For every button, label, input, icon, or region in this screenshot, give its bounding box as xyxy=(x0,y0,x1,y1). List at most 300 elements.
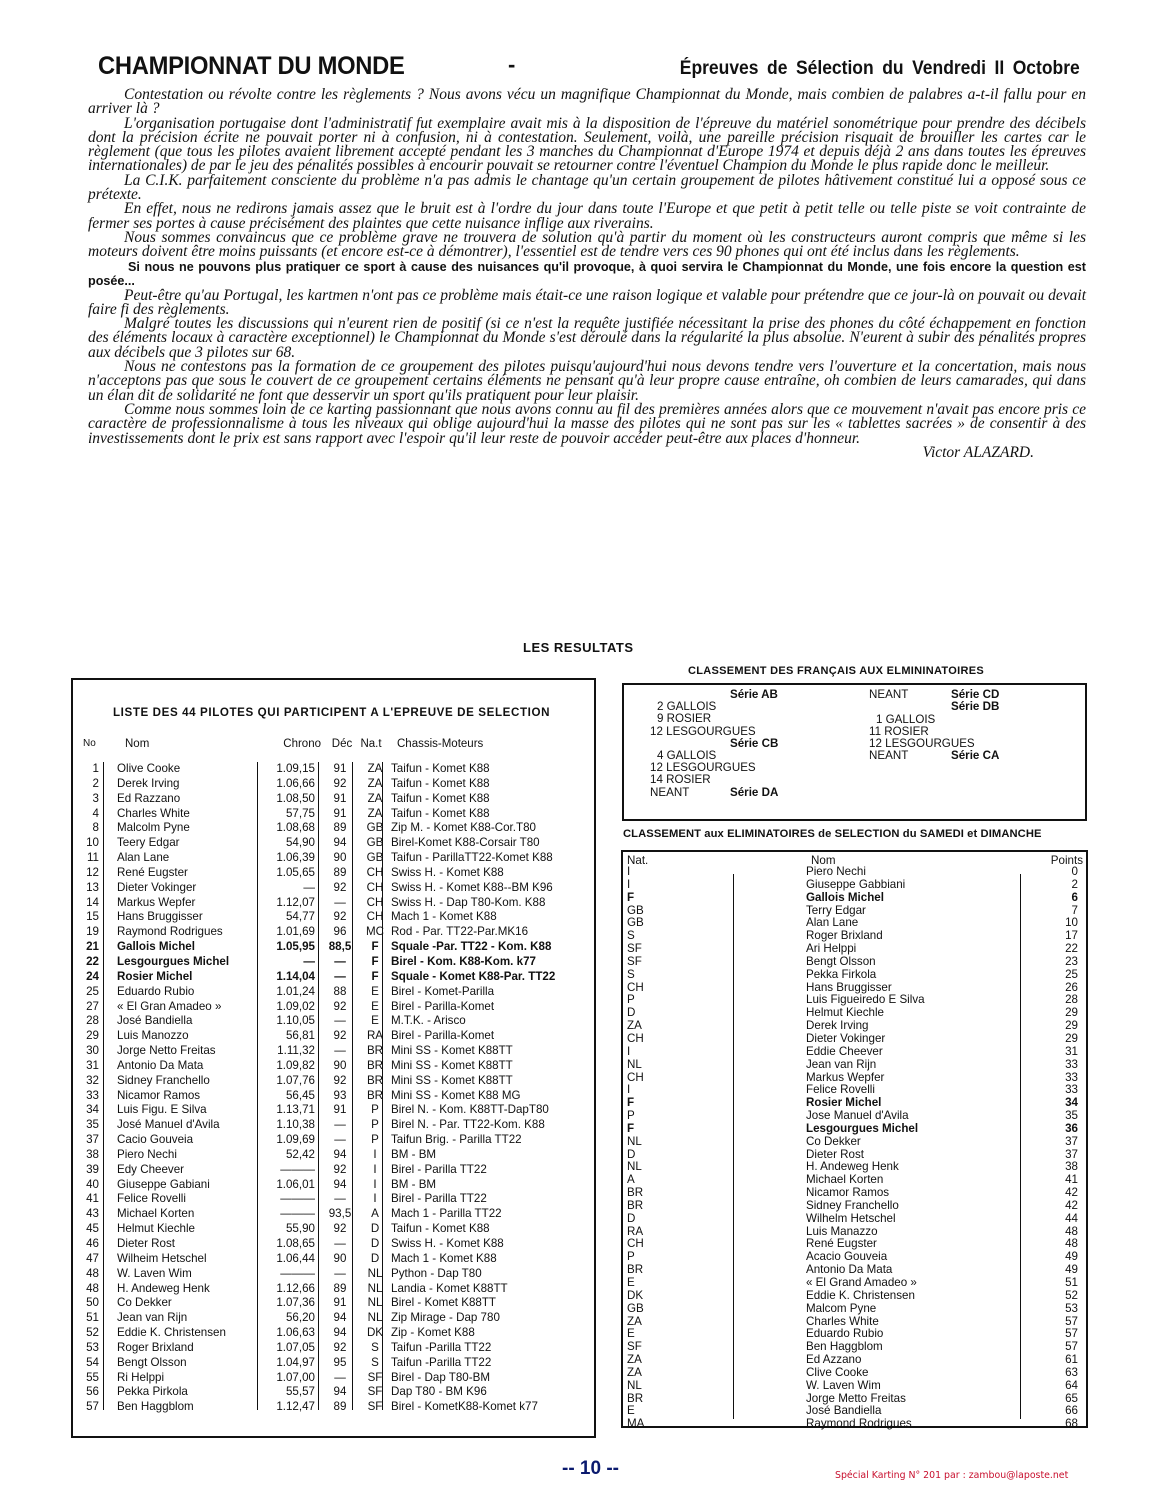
pilot-chrono: 1.08,65 xyxy=(276,1237,315,1250)
serie-result: 11 ROSIER xyxy=(869,724,929,738)
ranking-points: 66 xyxy=(1065,1404,1078,1418)
pilot-chrono: 55,57 xyxy=(285,1385,315,1399)
pilot-name: Rosier Michel xyxy=(117,969,193,983)
article-highlight-paragraph: Si nous ne pouvons plus pratiquer ce sport à cause des nuisances qu'il provoque, à quoi servira le Championnat du Monde, une fois encore la question est posée... xyxy=(88,259,1086,289)
table-row xyxy=(623,1354,1086,1367)
pilot-decibels: 92 xyxy=(333,1340,347,1354)
pilot-chassis-engine: Mach 1 - Parilla TT22 xyxy=(391,1207,502,1221)
pilot-chassis-engine: Birel - Komet-Parilla xyxy=(391,984,495,998)
column-header-chassis: Chassis-Moteurs xyxy=(397,738,484,750)
ranking-points: 29 xyxy=(1065,1006,1078,1020)
pilot-number: 11 xyxy=(86,851,99,865)
pilot-decibels: — xyxy=(334,1014,346,1028)
pilot-name: Ed Razzano xyxy=(117,791,181,805)
pilot-nationality: NL xyxy=(367,1296,383,1310)
ranking-nationality: I xyxy=(627,877,631,891)
pilots-list-rows xyxy=(73,762,594,1415)
pilot-chrono: 1.09,15 xyxy=(276,762,315,775)
table-row xyxy=(73,1400,594,1415)
pilot-nationality: CH xyxy=(366,880,384,894)
ranking-name: René Eugster xyxy=(806,1237,877,1251)
pilot-decibels: — xyxy=(334,1370,346,1384)
pilot-decibels: 94 xyxy=(333,1177,347,1191)
pilot-number: 34 xyxy=(86,1103,99,1117)
selection-classification-title: CLASSEMENT aux ELIMINATOIRES de SELECTION du SAMEDI et DIMANCHE xyxy=(623,828,1042,840)
ranking-name: Alan Lane xyxy=(806,916,859,930)
pilot-chassis-engine: Birel - Parilla-Komet xyxy=(391,999,495,1013)
pilot-number: 29 xyxy=(86,1029,99,1043)
pilot-decibels: 94 xyxy=(333,1311,347,1325)
pilot-chrono: 1.11,32 xyxy=(277,1044,315,1058)
ranking-points: 25 xyxy=(1065,967,1078,981)
pilot-decibels: — xyxy=(334,1237,346,1250)
pilot-nationality: E xyxy=(371,984,379,998)
pilot-chassis-engine: Squale -Par. TT22 - Kom. K88 xyxy=(391,940,552,954)
pilot-chrono: 54,77 xyxy=(285,910,315,924)
pilot-number: 54 xyxy=(86,1355,99,1369)
serie-label: Série CB xyxy=(730,736,779,750)
table-row xyxy=(623,866,1086,879)
pilot-nationality: ZA xyxy=(367,791,383,805)
table-row xyxy=(623,1033,1086,1046)
table-row xyxy=(73,1133,594,1148)
pilot-chrono: 1.05,65 xyxy=(276,865,315,879)
article-paragraph: En effet, nous ne redirons jamais assez que le bruit est à l'ordre du jour dans toute l'Europe et que petit à petit telle ou telle piste se voit contrainte de fermer ses portes à cause précisément des plaintes que cette nuisance inflige aux riverains. xyxy=(88,200,1086,232)
column-header-name: Nom xyxy=(125,738,150,750)
serie-result: NEANT xyxy=(869,749,909,763)
table-row xyxy=(73,881,594,896)
selection-classification-rows xyxy=(623,866,1086,1431)
pilot-chassis-engine: Mach 1 - Komet K88 xyxy=(391,910,497,924)
table-row xyxy=(73,1163,594,1178)
ranking-nationality: BR xyxy=(627,1186,644,1200)
ranking-name: Hans Bruggisser xyxy=(806,980,892,994)
ranking-name: Piero Nechi xyxy=(806,865,866,878)
ranking-nationality: I xyxy=(627,1044,631,1058)
pilot-number: 12 xyxy=(86,865,99,879)
ranking-name: Clive Cooke xyxy=(806,1365,869,1379)
table-row xyxy=(623,1367,1086,1380)
pilot-nationality: D xyxy=(370,1251,380,1265)
pilot-number: 13 xyxy=(86,880,99,894)
ranking-name: Gallois Michel xyxy=(806,890,884,904)
ranking-name: Ben Haggblom xyxy=(806,1340,883,1354)
ranking-points: 28 xyxy=(1065,993,1078,1007)
serie-result: NEANT xyxy=(650,785,690,799)
serie-label: Série CA xyxy=(951,749,1000,763)
pilot-chrono: 1.06,66 xyxy=(276,776,315,790)
page-header xyxy=(98,52,1088,86)
ranking-name: Felice Rovelli xyxy=(806,1083,875,1097)
pilot-name: Nicamor Ramos xyxy=(117,1088,201,1102)
pilot-name: Charles White xyxy=(117,806,190,820)
article-paragraph: Comme nous sommes loin de ce karting passionnant que nous avons connu au fil des premières années alors que ce mouvement n'avait pas encore pris ce caractère de professionnalisme à tous les niveaux qui oblige aujourd'hui la masse des pilotes qui ne sont pas sur les « tablettes sacrées » de consentir à des investissements dont le prix est sans rapport avec l'espoir qu'il leur reste de pouvoir accéder peut-être aux places d'honneur. xyxy=(88,400,1086,447)
ranking-nationality: F xyxy=(627,1121,635,1135)
ranking-points: 37 xyxy=(1065,1147,1078,1161)
pilot-name: Olive Cooke xyxy=(117,762,181,775)
pilot-number: 57 xyxy=(86,1400,99,1414)
table-row xyxy=(623,1123,1086,1136)
table-row xyxy=(73,1059,594,1074)
pilot-chassis-engine: Squale - Komet K88-Par. TT22 xyxy=(391,969,556,983)
ranking-points: 22 xyxy=(1065,942,1078,956)
pilot-decibels: 91 xyxy=(333,1296,347,1310)
ranking-points: 17 xyxy=(1065,929,1078,943)
table-row xyxy=(73,1089,594,1104)
pilot-name: Giuseppe Gabiani xyxy=(117,1177,210,1191)
pilot-nationality: MC xyxy=(365,925,385,939)
pilot-name: Dieter Rost xyxy=(117,1237,175,1250)
pilot-chassis-engine: Taifun Brig. - Parilla TT22 xyxy=(391,1133,522,1147)
serie-result: 12 LESGOURGUES xyxy=(650,724,756,738)
pilot-nationality: ZA xyxy=(367,806,383,820)
pilot-name: Dieter Vokinger xyxy=(117,880,197,894)
ranking-points: 35 xyxy=(1065,1109,1078,1123)
pilot-name: Bengt Olsson xyxy=(117,1355,187,1369)
pilot-nationality: NL xyxy=(367,1311,383,1325)
pilot-chassis-engine: Swiss H. - Komet K88--BM K96 xyxy=(391,880,553,894)
pilots-list-title: LISTE DES 44 PILOTES QUI PARTICIPENT A L'EPREUVE DE SELECTION xyxy=(113,706,551,719)
pilot-number: 4 xyxy=(92,806,99,820)
table-row xyxy=(73,1207,594,1222)
serie-result: 12 LESGOURGUES xyxy=(650,761,756,775)
pilot-name: Malcolm Pyne xyxy=(117,821,190,835)
ranking-points: 64 xyxy=(1065,1378,1078,1392)
table-row xyxy=(623,1277,1086,1290)
pilot-nationality: S xyxy=(371,1355,379,1369)
ranking-nationality: GB xyxy=(627,916,644,930)
ranking-nationality: DK xyxy=(627,1288,644,1302)
ranking-points: 26 xyxy=(1065,980,1078,994)
pilot-chrono: 1.09,82 xyxy=(276,1058,315,1072)
pilot-number: 32 xyxy=(86,1073,99,1087)
pilot-decibels: 92 xyxy=(333,880,347,894)
table-row xyxy=(73,1296,594,1311)
ranking-name: Helmut Kiechle xyxy=(806,1006,884,1020)
table-row xyxy=(73,792,594,807)
ranking-nationality: I xyxy=(627,865,631,878)
pilot-nationality: NL xyxy=(367,1281,383,1295)
pilot-decibels: 88,5 xyxy=(328,940,352,954)
pilot-decibels: 92 xyxy=(333,1222,347,1236)
pilot-chassis-engine: Zip M. - Komet K88-Cor.T80 xyxy=(391,821,536,835)
ranking-name: Raymond Rodrigues xyxy=(806,1417,912,1431)
pilot-number: 56 xyxy=(86,1385,99,1399)
pilot-chassis-engine: Birel N. - Kom. K88TT-DapT80 xyxy=(391,1103,549,1117)
pilot-chrono: ——— xyxy=(280,1266,315,1280)
pilot-chassis-engine: Dap T80 - BM K96 xyxy=(391,1385,487,1399)
table-row xyxy=(73,866,594,881)
ranking-name: Rosier Michel xyxy=(806,1096,882,1110)
pilot-chrono: 1.06,63 xyxy=(276,1326,315,1340)
pilot-chassis-engine: Taifun -Parilla TT22 xyxy=(391,1355,492,1369)
table-row xyxy=(623,1380,1086,1393)
ranking-nationality: E xyxy=(627,1404,635,1418)
pilot-decibels: 92 xyxy=(333,910,347,924)
ranking-nationality: GB xyxy=(627,1301,644,1315)
ranking-nationality: P xyxy=(627,1109,635,1123)
pilot-nationality: ZA xyxy=(367,762,383,775)
ranking-nationality: S xyxy=(627,929,635,943)
pilot-name: « El Gran Amadeo » xyxy=(117,999,222,1013)
pilot-nationality: CH xyxy=(366,895,384,909)
table-row xyxy=(73,1222,594,1237)
serie-result: 4 GALLOIS xyxy=(657,749,717,763)
ranking-name: José Bandiella xyxy=(806,1404,882,1418)
pilot-decibels: — xyxy=(334,1044,346,1058)
pilot-decibels: 93,5 xyxy=(328,1207,352,1221)
pilot-number: 43 xyxy=(86,1207,99,1221)
serie-label: Série CD xyxy=(951,688,1000,701)
pilot-chrono: 1.10,05 xyxy=(276,1014,315,1028)
table-row xyxy=(73,1326,594,1341)
ranking-points: 33 xyxy=(1065,1057,1078,1071)
pilot-chassis-engine: Taifun - Komet K88 xyxy=(391,806,490,820)
ranking-nationality: D xyxy=(627,1147,636,1161)
page-number: -- 10 -- xyxy=(562,1458,619,1479)
ranking-points: 29 xyxy=(1065,1019,1078,1033)
ranking-name: Charles White xyxy=(806,1314,879,1328)
pilot-nationality: CH xyxy=(366,865,384,879)
ranking-name: Ed Azzano xyxy=(806,1353,862,1367)
pilot-number: 3 xyxy=(92,791,99,805)
table-row xyxy=(73,1237,594,1252)
pilot-chassis-engine: Mini SS - Komet K88TT xyxy=(391,1044,513,1058)
ranking-nationality: RA xyxy=(627,1224,644,1238)
pilot-decibels: 94 xyxy=(333,1147,347,1161)
pilot-chrono: 1.12,07 xyxy=(276,895,315,909)
ranking-nationality: S xyxy=(627,967,635,981)
ranking-nationality: F xyxy=(627,890,635,904)
table-row xyxy=(73,851,594,866)
table-row xyxy=(73,777,594,792)
pilot-chrono: 56,81 xyxy=(285,1029,315,1043)
french-classification-title: CLASSEMENT DES FRANÇAIS AUX ELMININATOIRES xyxy=(688,665,984,677)
ranking-nationality: ZA xyxy=(627,1314,642,1328)
pilot-decibels: 91 xyxy=(333,762,347,775)
article-paragraph: Contestation ou révolte contre les règlements ? Nous avons vécu un magnifique Championnat du Monde, mais combien de palabres a-t-il fallu pour en arriver là ? xyxy=(88,86,1086,118)
pilot-chassis-engine: BM - BM xyxy=(391,1177,437,1191)
pilot-nationality: I xyxy=(373,1162,377,1176)
pilot-number: 25 xyxy=(86,984,99,998)
ranking-name: Eddie Cheever xyxy=(806,1044,883,1058)
ranking-points: 33 xyxy=(1065,1070,1078,1084)
ranking-points: 38 xyxy=(1065,1160,1078,1174)
table-row xyxy=(73,1014,594,1029)
pilot-number: 45 xyxy=(86,1222,99,1236)
pilot-chassis-engine: Birel - Komet K88TT xyxy=(391,1296,497,1310)
pilot-name: Jorge Netto Freitas xyxy=(117,1044,216,1058)
table-row xyxy=(73,1118,594,1133)
ranking-points: 48 xyxy=(1065,1224,1078,1238)
pilot-decibels: 94 xyxy=(333,1326,347,1340)
serie-result: NEANT xyxy=(869,688,909,702)
pilot-chassis-engine: Birel N. - Par. TT22-Kom. K88 xyxy=(391,1118,545,1132)
ranking-nationality: CH xyxy=(627,1237,644,1251)
ranking-name: Antonio Da Mata xyxy=(806,1263,893,1277)
pilot-nationality: DK xyxy=(366,1326,384,1340)
column-header-points: Points xyxy=(1050,854,1083,867)
serie-result: 2 GALLOIS xyxy=(657,700,717,714)
article-paragraph: Nous ne contestons pas la formation de ce groupement des pilotes puisqu'aujourd'hui nous devons tendre vers l'ouverture et la concertation, mais nous n'acceptons pas que sous le couvert de ce groupement certains éléments ne pensant qu'à leur propre cause entraîne, oh combien de leurs camarades, qui dans un élan dit de solidarité ne font que desservir un sport qu'ils pratiquent pour leur plaisir. xyxy=(88,358,1086,404)
ranking-nationality: NL xyxy=(627,1134,642,1148)
table-row xyxy=(73,762,594,777)
ranking-points: 63 xyxy=(1065,1365,1078,1379)
ranking-name: Eduardo Rubio xyxy=(806,1327,884,1341)
pilot-nationality: BR xyxy=(366,1044,384,1058)
french-classification-panel xyxy=(622,683,1087,821)
pilot-chassis-engine: Birel - KometK88-Komet k77 xyxy=(391,1400,538,1414)
pilot-decibels: 90 xyxy=(333,851,347,865)
pilot-number: 38 xyxy=(86,1147,99,1161)
pilot-name: José Bandiella xyxy=(117,1014,193,1028)
table-row xyxy=(623,969,1086,982)
ranking-name: W. Laven Wim xyxy=(806,1378,881,1392)
pilot-decibels: 95 xyxy=(333,1355,347,1369)
pilot-nationality: I xyxy=(373,1177,377,1191)
ranking-name: Derek Irving xyxy=(806,1019,869,1033)
ranking-name: Luis Figueiredo E Silva xyxy=(806,993,925,1007)
pilot-nationality: GB xyxy=(366,821,384,835)
pilot-name: Antonio Da Mata xyxy=(117,1058,204,1072)
ranking-name: Dieter Rost xyxy=(806,1147,864,1161)
table-row xyxy=(73,1029,594,1044)
ranking-name: Michael Korten xyxy=(806,1173,884,1187)
pilot-number: 15 xyxy=(86,910,99,924)
ranking-nationality: NL xyxy=(627,1378,642,1392)
pilot-chassis-engine: Taifun - Komet K88 xyxy=(391,776,490,790)
ranking-nationality: BR xyxy=(627,1263,644,1277)
table-row xyxy=(73,1074,594,1089)
ranking-points: 10 xyxy=(1065,916,1078,930)
results-heading: LES RESULTATS xyxy=(523,640,634,655)
table-row xyxy=(73,1000,594,1015)
ranking-name: H. Andeweg Henk xyxy=(806,1160,899,1174)
pilot-chrono: 1.06,01 xyxy=(276,1177,315,1191)
ranking-points: 42 xyxy=(1065,1186,1078,1200)
pilot-chassis-engine: Taifun -Parilla TT22 xyxy=(391,1340,492,1354)
pilot-nationality: BR xyxy=(366,1073,384,1087)
pilot-chassis-engine: Birel - Dap T80-BM xyxy=(391,1370,491,1384)
pilot-number: 47 xyxy=(86,1251,99,1265)
pilot-chrono: — xyxy=(303,880,315,894)
table-row xyxy=(73,1311,594,1326)
table-row xyxy=(73,925,594,940)
pilot-nationality: SF xyxy=(367,1385,383,1399)
table-row xyxy=(73,985,594,1000)
table-row xyxy=(623,1136,1086,1149)
pilots-list-panel xyxy=(71,678,596,1438)
ranking-name: Nicamor Ramos xyxy=(806,1186,890,1200)
pilot-chrono: 1.06,39 xyxy=(276,851,315,865)
pilot-number: 37 xyxy=(86,1133,99,1147)
table-row xyxy=(623,1059,1086,1072)
article-paragraph: Peut-être qu'au Portugal, les kartmen n'ont pas ce problème mais était-ce une raison logique et valable pour prétendre que ce jour-là on pouvait ou devait faire fi des règlements. xyxy=(88,286,1086,318)
pilot-decibels: — xyxy=(334,895,346,909)
table-row xyxy=(73,1371,594,1386)
pilot-nationality: BR xyxy=(366,1088,384,1102)
french-classification-left-column xyxy=(650,689,870,799)
pilot-decibels: 92 xyxy=(333,999,347,1013)
ranking-points: 61 xyxy=(1065,1353,1078,1367)
table-row xyxy=(73,970,594,985)
pilot-chrono: 1.12,66 xyxy=(276,1281,315,1295)
pilot-nationality: I xyxy=(373,1192,377,1206)
table-row xyxy=(73,1385,594,1400)
pilot-nationality: E xyxy=(371,1014,379,1028)
selection-classification-panel xyxy=(621,850,1088,1431)
table-row xyxy=(73,1178,594,1193)
ranking-name: Eddie K. Christensen xyxy=(806,1288,915,1302)
table-row xyxy=(73,955,594,970)
pilot-chrono: 1.05,95 xyxy=(276,940,315,954)
table-row xyxy=(73,896,594,911)
pilot-decibels: 90 xyxy=(333,1058,347,1072)
pilot-decibels: — xyxy=(334,1266,346,1280)
ranking-nationality: SF xyxy=(627,942,642,956)
pilot-decibels: 89 xyxy=(333,821,347,835)
pilot-number: 55 xyxy=(86,1370,99,1384)
pilot-chassis-engine: Landia - Komet K88TT xyxy=(391,1281,508,1295)
pilot-nationality: D xyxy=(370,1237,380,1250)
pilot-number: 24 xyxy=(86,969,99,983)
pilot-chrono: 56,20 xyxy=(285,1311,315,1325)
ranking-nationality: ZA xyxy=(627,1365,642,1379)
serie-result: 12 LESGOURGUES xyxy=(869,737,975,751)
table-row xyxy=(73,1044,594,1059)
ranking-name: Jorge Metto Freitas xyxy=(806,1391,906,1405)
pilot-chassis-engine: Mini SS - Komet K88TT xyxy=(391,1073,513,1087)
ranking-points: 31 xyxy=(1065,1044,1078,1058)
pilot-chrono: ——— xyxy=(280,1192,315,1206)
pilot-nationality: SF xyxy=(367,1400,383,1414)
pilot-decibels: 90 xyxy=(333,1251,347,1265)
ranking-points: 41 xyxy=(1065,1173,1078,1187)
ranking-nationality: MA xyxy=(627,1417,645,1431)
ranking-points: 37 xyxy=(1065,1134,1078,1148)
pilot-name: Gallois Michel xyxy=(117,940,195,954)
footer-credit: Spécial Karting N° 201 par : zambou@laposte.net xyxy=(835,1470,1069,1481)
pilot-name: Eddie K. Christensen xyxy=(117,1326,226,1340)
pilot-chrono: 1.14,04 xyxy=(276,969,315,983)
pilot-name: Ri Helppi xyxy=(117,1370,165,1384)
page-subtitle: Épreuves de Sélection du Vendredi II Octobre xyxy=(680,58,1080,79)
ranking-name: Malcom Pyne xyxy=(806,1301,877,1315)
pilot-name: Pekka Pirkola xyxy=(117,1385,188,1399)
pilot-name: Cacio Gouveia xyxy=(117,1133,194,1147)
pilot-nationality: D xyxy=(370,1222,380,1236)
serie-label: Série AB xyxy=(730,688,778,701)
pilot-chrono: 1.09,02 xyxy=(276,999,315,1013)
pilot-name: Wilheim Hetschel xyxy=(117,1251,207,1265)
pilot-name: Ben Haggblom xyxy=(117,1400,194,1414)
pilot-chrono: 57,75 xyxy=(285,806,315,820)
pilot-decibels: 89 xyxy=(333,865,347,879)
ranking-name: Pekka Firkola xyxy=(806,967,877,981)
pilot-name: Markus Wepfer xyxy=(117,895,196,909)
ranking-nationality: CH xyxy=(627,1070,644,1084)
pilot-nationality: GB xyxy=(366,836,384,850)
pilot-decibels: — xyxy=(334,1192,346,1206)
ranking-name: Luis Manazzo xyxy=(806,1224,878,1238)
pilot-decibels: 89 xyxy=(333,1281,347,1295)
pilot-decibels: — xyxy=(334,1133,346,1147)
pilot-chassis-engine: Zip Mirage - Dap 780 xyxy=(391,1311,500,1325)
ranking-points: 7 xyxy=(1071,903,1078,917)
pilot-chassis-engine: Birel - Parilla-Komet xyxy=(391,1029,495,1043)
pilot-decibels: 89 xyxy=(333,1400,347,1414)
pilot-chassis-engine: Taifun - Komet K88 xyxy=(391,791,490,805)
